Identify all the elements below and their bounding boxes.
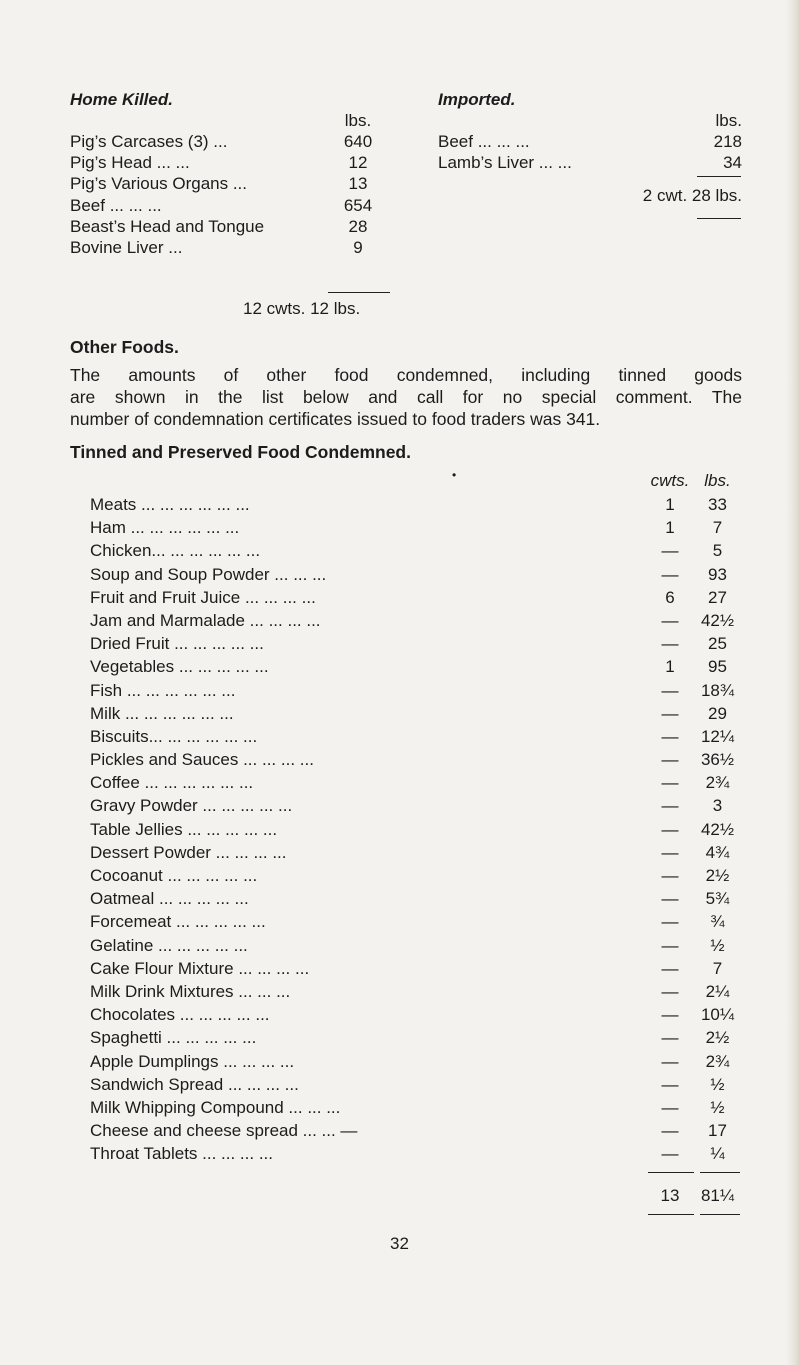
tinned-item-cwts: — xyxy=(661,842,679,862)
tinned-double-rule-cwts xyxy=(648,1214,694,1215)
tinned-item-cwts: — xyxy=(661,1028,679,1048)
tinned-item-name: Chocolates ... ... ... ... ... xyxy=(90,1005,270,1025)
tinned-row xyxy=(90,495,740,518)
home-killed-item-name: Pig’s Carcases (3) ... xyxy=(70,132,228,151)
home-killed-item-value: 12 xyxy=(348,153,368,173)
tinned-item-cwts: — xyxy=(661,912,679,932)
imported-subtotal-rule xyxy=(697,176,741,177)
tinned-item-name: Cocoanut ... ... ... ... ... xyxy=(90,866,258,885)
tinned-item-name: Apple Dumplings ... ... ... ... xyxy=(90,1051,295,1071)
tinned-double-rule-lbs xyxy=(700,1214,740,1215)
tinned-item-lbs: ¾ xyxy=(710,912,725,932)
tinned-item-name: Milk Drink Mixtures ... ... ... xyxy=(90,981,291,1001)
tinned-item-lbs: 25 xyxy=(708,634,727,654)
tinned-item-lbs: ½ xyxy=(710,935,725,955)
tinned-item-cwts: — xyxy=(661,726,679,746)
tinned-item-name: Vegetables ... ... ... ... ... xyxy=(90,657,269,677)
tinned-item-lbs: 36½ xyxy=(700,750,735,770)
home-killed-item-value: 28 xyxy=(348,216,368,236)
tinned-row xyxy=(90,912,740,935)
tinned-item-lbs: 17 xyxy=(708,1121,727,1141)
tinned-item-lbs: ½ xyxy=(710,1074,725,1094)
tinned-row xyxy=(90,611,740,634)
tinned-total-rule-lbs xyxy=(700,1172,740,1173)
home-killed-item-value: 654 xyxy=(343,195,373,215)
tinned-item-name: Sandwich Spread ... ... ... ... xyxy=(90,1074,299,1094)
imported-total: 2 cwt. 28 lbs. xyxy=(642,186,742,205)
tinned-item-name: Milk Whipping Compound ... ... ... xyxy=(90,1097,341,1117)
imported-item-name: Beef ... ... ... xyxy=(438,132,530,151)
tinned-item-cwts: 1 xyxy=(665,518,675,538)
tinned-item-lbs: 2½ xyxy=(705,1028,730,1048)
tinned-total-lbs: 81¼ xyxy=(700,1186,735,1205)
tinned-row xyxy=(90,588,740,611)
tinned-item-cwts: — xyxy=(661,1121,679,1141)
tinned-item-lbs: 2¾ xyxy=(705,1051,730,1071)
tinned-row xyxy=(90,1098,740,1121)
tinned-item-cwts: — xyxy=(661,1005,679,1025)
tinned-total-rule-cwts xyxy=(648,1172,694,1173)
tinned-item-cwts: — xyxy=(661,1097,679,1117)
tinned-item-name: Throat Tablets ... ... ... ... xyxy=(90,1144,273,1164)
tinned-row xyxy=(90,796,740,819)
tinned-item-cwts: 1 xyxy=(665,495,675,514)
home-killed-total: 12 cwts. 12 lbs. xyxy=(243,299,361,318)
column-header-cwts: cwts. xyxy=(650,471,690,490)
home-killed-unit: lbs. xyxy=(344,111,372,130)
tinned-item-name: Dessert Powder ... ... ... ... xyxy=(90,842,287,862)
tinned-row xyxy=(90,889,740,912)
tinned-item-lbs: 2¼ xyxy=(705,981,730,1001)
tinned-item-lbs: 27 xyxy=(708,587,727,607)
tinned-row xyxy=(90,727,740,750)
tinned-item-name: Ham ... ... ... ... ... ... xyxy=(90,518,240,538)
tinned-item-lbs: 42½ xyxy=(700,819,735,839)
home-killed-item-value: 640 xyxy=(343,132,373,151)
tinned-item-name: Biscuits... ... ... ... ... ... xyxy=(90,726,258,746)
tinned-item-cwts: — xyxy=(661,866,679,885)
home-killed-item-value: 13 xyxy=(348,174,368,194)
tinned-item-lbs: 95 xyxy=(708,657,727,677)
column-header-lbs: lbs. xyxy=(704,471,731,490)
tinned-item-lbs: 12¼ xyxy=(700,726,735,746)
tinned-item-cwts: — xyxy=(661,796,679,816)
tinned-item-name: Oatmeal ... ... ... ... ... xyxy=(90,889,249,909)
tinned-total-cwts: 13 xyxy=(660,1186,680,1205)
tinned-item-lbs: 5 xyxy=(712,541,723,561)
home-killed-item-value: 9 xyxy=(353,238,363,257)
tinned-row xyxy=(90,657,740,680)
tinned-item-name: Gelatine ... ... ... ... ... xyxy=(90,935,248,955)
imported-heading: Imported. xyxy=(438,90,516,109)
tinned-row xyxy=(90,1075,740,1098)
tinned-item-lbs: 10¼ xyxy=(700,1005,735,1025)
tinned-item-lbs: 18¾ xyxy=(700,680,735,700)
tinned-item-name: Cake Flour Mixture ... ... ... ... xyxy=(90,958,310,978)
tinned-item-name: Forcemeat ... ... ... ... ... xyxy=(90,912,266,932)
tinned-item-lbs: 93 xyxy=(708,564,727,584)
tinned-row xyxy=(90,982,740,1005)
tinned-item-name: Coffee ... ... ... ... ... ... xyxy=(90,773,254,793)
home-killed-item-name: Pig’s Various Organs ... xyxy=(70,174,248,194)
tinned-heading: Tinned and Preserved Food Condemned. xyxy=(70,442,411,462)
tinned-item-lbs: ¼ xyxy=(710,1144,725,1164)
imported-total-rule xyxy=(697,218,741,219)
tinned-marker: • xyxy=(452,468,457,482)
tinned-item-cwts: — xyxy=(661,889,679,909)
tinned-row xyxy=(90,541,740,564)
tinned-row xyxy=(90,866,740,889)
tinned-row xyxy=(90,1144,740,1167)
home-killed-total-rule xyxy=(328,292,390,293)
tinned-item-lbs: 29 xyxy=(708,703,727,723)
tinned-item-name: Fish ... ... ... ... ... ... xyxy=(90,680,236,700)
home-killed-item-name: Beef ... ... ... xyxy=(70,195,162,215)
tinned-row xyxy=(90,704,740,727)
tinned-item-name: Spaghetti ... ... ... ... ... xyxy=(90,1028,257,1048)
tinned-table xyxy=(90,495,740,1167)
tinned-item-cwts: 6 xyxy=(665,587,675,607)
other-foods-line: are shown in the list below and call for no special comment. The xyxy=(70,387,742,407)
tinned-item-lbs: 7 xyxy=(712,958,723,978)
tinned-row xyxy=(90,1005,740,1028)
tinned-item-cwts: — xyxy=(661,1074,679,1094)
tinned-row xyxy=(90,518,740,541)
page-number: 32 xyxy=(390,1234,409,1253)
tinned-item-lbs: 42½ xyxy=(700,610,735,630)
tinned-item-name: Gravy Powder ... ... ... ... ... xyxy=(90,796,293,816)
tinned-row xyxy=(90,565,740,588)
tinned-item-cwts: — xyxy=(661,1051,679,1071)
tinned-item-cwts: — xyxy=(661,1144,679,1164)
tinned-item-name: Milk ... ... ... ... ... ... xyxy=(90,703,234,723)
tinned-row xyxy=(90,843,740,866)
tinned-row xyxy=(90,1028,740,1051)
page-edge-shadow xyxy=(786,0,800,1365)
tinned-row xyxy=(90,634,740,657)
tinned-item-lbs: 33 xyxy=(708,495,727,514)
tinned-item-lbs: 2½ xyxy=(705,866,730,885)
tinned-row xyxy=(90,773,740,796)
tinned-item-name: Dried Fruit ... ... ... ... ... xyxy=(90,634,264,654)
tinned-row xyxy=(90,1052,740,1075)
tinned-item-cwts: — xyxy=(661,981,679,1001)
home-killed-heading: Home Killed. xyxy=(70,90,173,109)
tinned-item-name: Cheese and cheese spread ... ... — xyxy=(90,1121,358,1141)
tinned-item-cwts: — xyxy=(661,819,679,839)
home-killed-item-name: Pig’s Head ... ... xyxy=(70,153,190,173)
tinned-row xyxy=(90,1121,740,1144)
tinned-item-cwts: — xyxy=(661,680,679,700)
home-killed-item-name: Beast’s Head and Tongue xyxy=(70,216,265,236)
imported-item-name: Lamb’s Liver ... ... xyxy=(438,153,572,173)
tinned-row xyxy=(90,750,740,773)
tinned-item-lbs: 4¾ xyxy=(705,842,730,862)
tinned-item-name: Chicken... ... ... ... ... ... xyxy=(90,541,261,561)
tinned-item-cwts: 1 xyxy=(665,657,675,677)
tinned-row xyxy=(90,820,740,843)
other-foods-heading: Other Foods. xyxy=(70,337,179,357)
tinned-item-name: Meats ... ... ... ... ... ... xyxy=(90,495,250,514)
tinned-item-lbs: 5¾ xyxy=(705,889,730,909)
tinned-item-cwts: — xyxy=(661,610,679,630)
tinned-item-name: Soup and Soup Powder ... ... ... xyxy=(90,564,327,584)
tinned-item-name: Fruit and Fruit Juice ... ... ... ... xyxy=(90,587,316,607)
tinned-item-cwts: — xyxy=(661,773,679,793)
imported-unit: lbs. xyxy=(715,111,742,130)
tinned-item-cwts: — xyxy=(661,750,679,770)
tinned-item-cwts: — xyxy=(661,634,679,654)
tinned-row xyxy=(90,681,740,704)
home-killed-item-name: Bovine Liver ... xyxy=(70,238,183,257)
tinned-item-lbs: 2¾ xyxy=(705,773,730,793)
tinned-item-name: Table Jellies ... ... ... ... ... xyxy=(90,819,278,839)
other-foods-line: The amounts of other food condemned, including tinned goods xyxy=(70,365,742,385)
tinned-item-name: Jam and Marmalade ... ... ... ... xyxy=(90,610,321,630)
tinned-row xyxy=(90,959,740,982)
tinned-item-cwts: — xyxy=(661,935,679,955)
tinned-item-cwts: — xyxy=(661,541,679,561)
tinned-item-lbs: 7 xyxy=(712,518,723,538)
tinned-item-cwts: — xyxy=(661,958,679,978)
tinned-item-cwts: — xyxy=(661,564,679,584)
other-foods-paragraph xyxy=(70,364,742,430)
tinned-item-name: Pickles and Sauces ... ... ... ... xyxy=(90,750,314,770)
tinned-item-lbs: ½ xyxy=(710,1097,725,1117)
tinned-row xyxy=(90,936,740,959)
imported-item-value: 34 xyxy=(723,153,742,173)
tinned-item-lbs: 3 xyxy=(712,796,723,816)
imported-item-value: 218 xyxy=(713,132,742,151)
other-foods-line: number of condemnation certificates issued to food traders was 341. xyxy=(70,409,601,429)
tinned-item-cwts: — xyxy=(661,703,679,723)
